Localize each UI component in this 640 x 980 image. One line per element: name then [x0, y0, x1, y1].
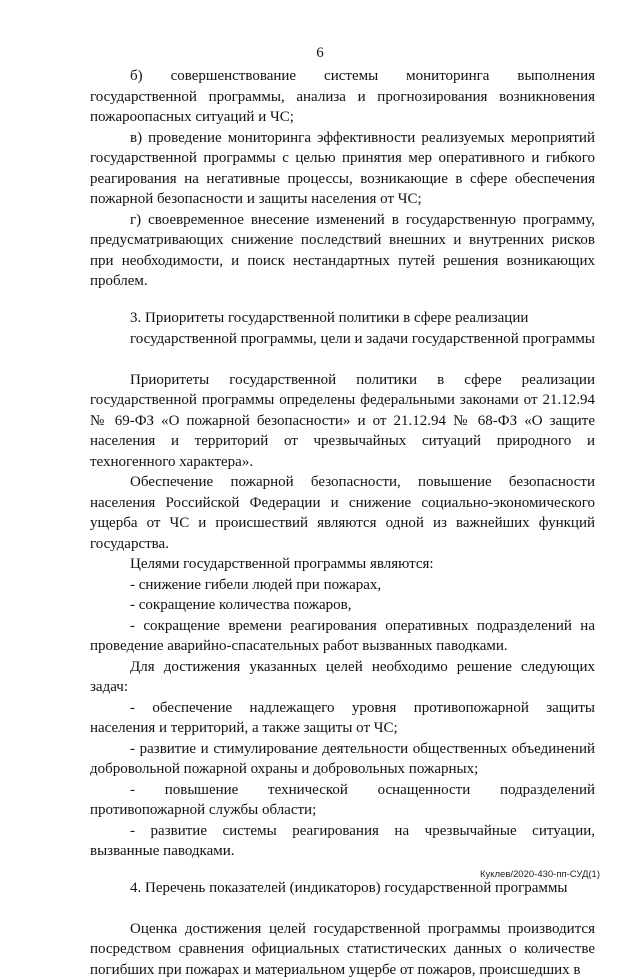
evaluation-paragraph: Оценка достижения целей государственной программы производится посредством сравнения официальных статистических данных о количестве погибших при пожарах и материальном ущербе от пожаров, происшедших в — [90, 919, 595, 980]
section-4-heading: 4. Перечень показателей (индикаторов) государственной программы — [90, 878, 595, 899]
task-item: - повышение технической оснащенности подразделений противопожарной службы области; — [90, 780, 595, 821]
document-code-footer: Куклев/2020-430-пп-СУД(1) — [480, 869, 600, 880]
task-item: - обеспечение надлежащего уровня противопожарной защиты населения и территорий, а также защиты от ЧС; — [90, 698, 595, 739]
paragraph-g: г) своевременное внесение изменений в государственную программу, предусматривающих снижение последствий внешних и внутренних рисков при необходимости, и поиск нестандартных путей решения возникающих проблем. — [90, 210, 595, 292]
page-number: 6 — [0, 44, 640, 62]
goals-intro: Целями государственной программы являются: — [90, 554, 595, 575]
section-3-heading-line-2: государственной программы, цели и задачи государственной программы — [90, 329, 595, 350]
task-item: - развитие и стимулирование деятельности общественных объединений добровольной пожарной охраны и добровольных пожарных; — [90, 739, 595, 780]
fire-safety-paragraph: Обеспечение пожарной безопасности, повышение безопасности населения Российской Федерации и снижение социально-экономического ущерба от ЧС и происшествий являются одной из важнейших функций государства. — [90, 472, 595, 554]
paragraph-v: в) проведение мониторинга эффективности реализуемых мероприятий государственной программы с целью принятия мер оперативного и гибкого реагирования на негативные процессы, возникающие в сфере обеспечения пожарной безопасности и защиты населения от ЧС; — [90, 128, 595, 210]
tasks-intro: Для достижения указанных целей необходимо решение следующих задач: — [90, 657, 595, 698]
document-body — [90, 66, 595, 980]
goal-item: - снижение гибели людей при пожарах, — [90, 575, 595, 596]
task-item: - развитие системы реагирования на чрезвычайные ситуации, вызванные паводками. — [90, 821, 595, 862]
section-3-heading-line-1: 3. Приоритеты государственной политики в сфере реализации — [90, 308, 595, 329]
priorities-paragraph: Приоритеты государственной политики в сфере реализации государственной программы определены федеральными законами от 21.12.94 № 69-ФЗ «О пожарной безопасности» и от 21.12.94 № 68-ФЗ «О защите населения и территорий от чрезвычайных ситуаций природного и техногенного характера». — [90, 370, 595, 473]
paragraph-b: б) совершенствование системы мониторинга выполнения государственной программы, анализа и прогнозирования возникновения пожароопасных ситуаций и ЧС; — [90, 66, 595, 128]
goal-item: - сокращение количества пожаров, — [90, 595, 595, 616]
goal-item: - сокращение времени реагирования оперативных подразделений на проведение аварийно-спасательных работ вызванных паводками. — [90, 616, 595, 657]
